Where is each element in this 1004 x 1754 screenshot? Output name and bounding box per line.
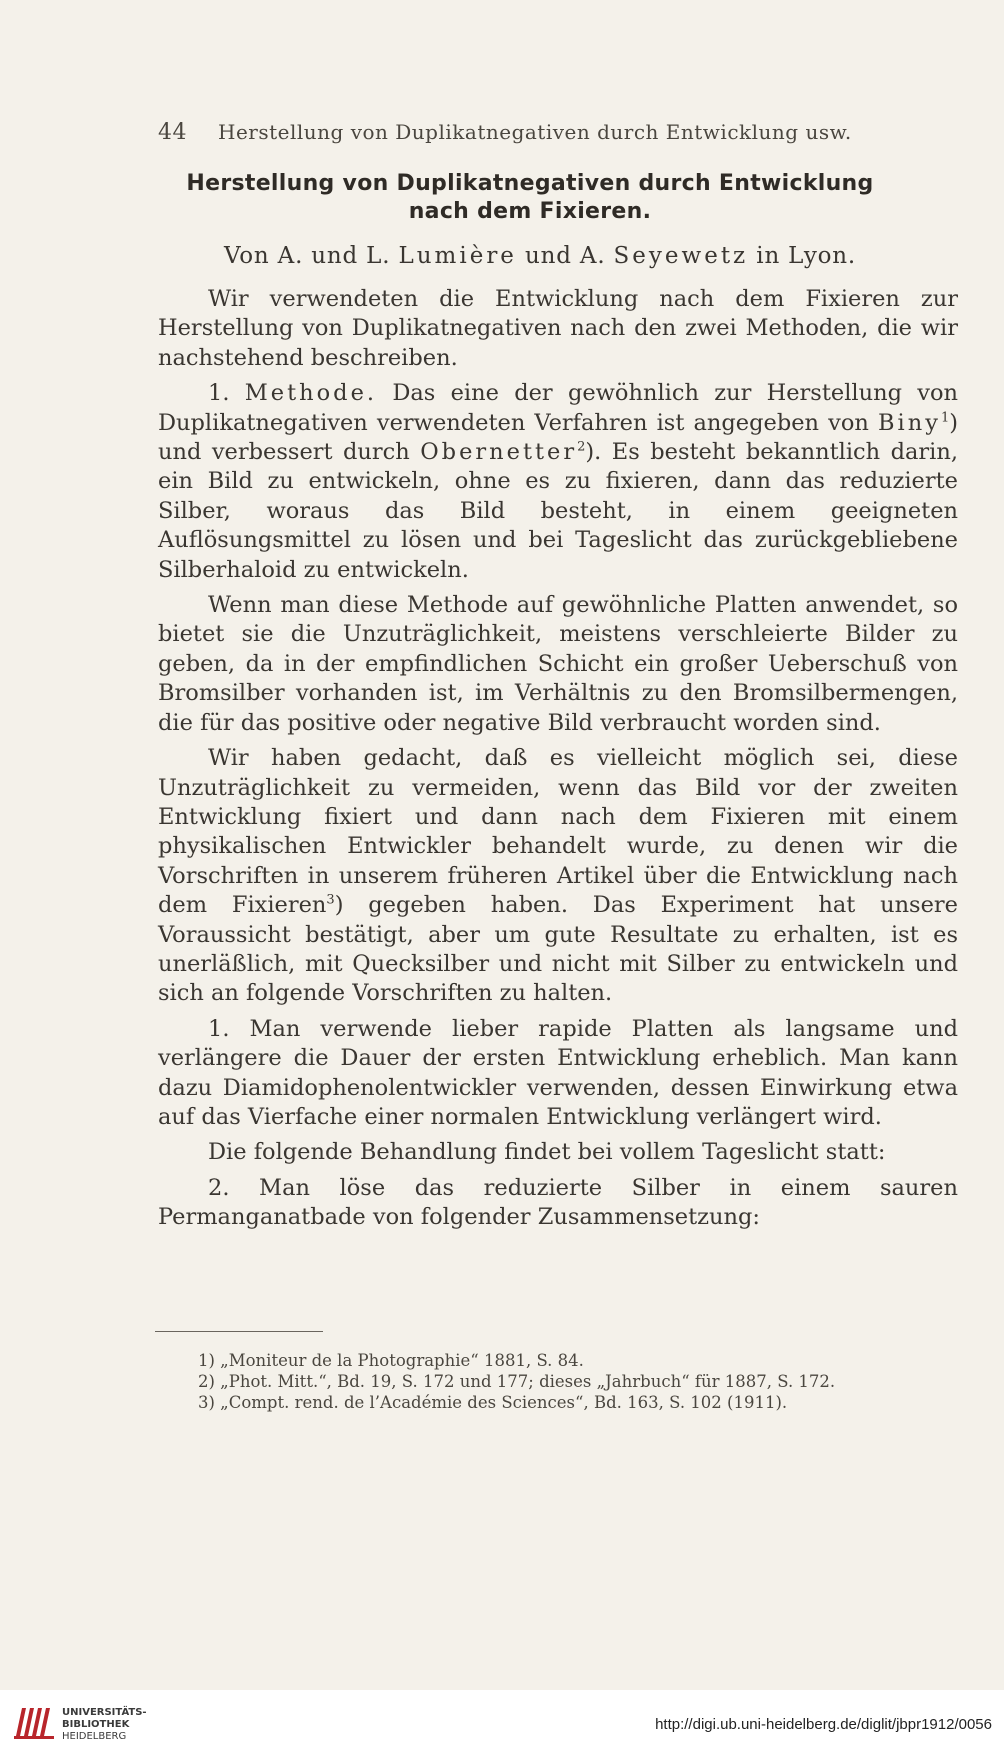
p4-text-a: Wir haben gedacht, daß es vielleicht möglich sei, diese Unzuträglichkeit zu vermeiden, wenn das Bild vor der zweiten Entwicklung fixiert und dann nach dem Fixieren mit einem physikalischen Entwickler behandelt wurde, zu denen wir die Vorschriften in unserem früheren Artikel über die Entwicklung nach dem Fixieren xyxy=(158,745,958,919)
byline-suffix: in Lyon. xyxy=(748,243,857,269)
page-number: 44 xyxy=(158,120,187,145)
paragraph-4 xyxy=(158,744,958,1009)
footnote-3: 3) „Compt. rend. de l’Académie des Sciences“, Bd. 163, S. 102 (1911). xyxy=(198,1393,788,1412)
paragraph-7: 2. Man löse das reduzierte Silber in einem sauren Permanganatbade von folgender Zusammensetzung: xyxy=(158,1174,958,1231)
running-head-text: Herstellung von Duplikatnegativen durch Entwicklung usw. xyxy=(218,120,852,144)
footnote-ref-2: 2 xyxy=(577,439,586,455)
heidelberg-library-logo-icon xyxy=(12,1700,58,1742)
footnote-ref-3: 3 xyxy=(326,892,335,908)
paragraph-3: Wenn man diese Methode auf gewöhnliche Platten anwendet, so bietet sie die Unzuträglichkeit, meistens verschleierte Bilder zu geben, da in der empfindlichen Schicht ein großer Ueberschuß von Bromsilber vorhanden ist, im Verhältnis zu den Bromsilbermengen, die für das positive oder negative Bild verbraucht worden sind. xyxy=(158,592,958,736)
article-title xyxy=(150,170,910,226)
paragraph-6: Die folgende Behandlung findet bei vollem Tageslicht statt: xyxy=(208,1139,886,1166)
footnote-1: 1) „Moniteur de la Photographie“ 1881, S. 84. xyxy=(198,1351,584,1370)
footnote-ref-1: 1 xyxy=(940,410,950,426)
library-line-3: HEIDELBERG xyxy=(62,1731,127,1742)
p4-text-b: ) gegeben haben. Das Experiment hat unsere Voraussicht bestätigt, aber um gute Resultate zu erhalten, ist es unerläßlich, mit Quecksilber und nicht mit Silber zu entwickeln und sich an folgende Vorschriften zu halten. xyxy=(158,892,958,1007)
body-text xyxy=(158,285,958,1233)
author-seyewetz: Seyewetz xyxy=(613,243,749,269)
paragraph-2 xyxy=(158,379,958,585)
byline-prefix: Von A. und L. xyxy=(223,243,399,269)
p2-text-b: ) und verbessert durch xyxy=(158,409,958,466)
p2-name-biny: Biny xyxy=(878,409,941,436)
p2-heading-methode: Methode. xyxy=(244,380,378,407)
footnote-2: 2) „Phot. Mitt.“, Bd. 19, S. 172 und 177; dieses „Jahrbuch“ für 1887, S. 172. xyxy=(198,1372,836,1391)
byline-middle: und A. xyxy=(516,243,614,269)
p2-number: 1. xyxy=(208,380,245,407)
footnote-divider xyxy=(155,1331,323,1332)
library-line-1: UNIVERSITÄTS- xyxy=(62,1707,147,1718)
paragraph-5: 1. Man verwende lieber rapide Platten als langsame und verlängere die Dauer der ersten Entwicklung erheblich. Man kann dazu Diamidophenolentwickler verwenden, dessen Einwirkung etwa auf das Vierfache einer normalen Entwicklung verlängert wird. xyxy=(158,1015,958,1130)
running-head xyxy=(158,120,878,145)
footnotes xyxy=(158,1350,948,1413)
byline xyxy=(150,243,930,269)
title-line-1: Herstellung von Duplikatnegativen durch Entwicklung xyxy=(186,171,874,196)
library-name xyxy=(62,1707,147,1743)
title-line-2: nach dem Fixieren. xyxy=(408,199,652,224)
p2-text-c: ). Es besteht bekanntlich darin, ein Bild zu entwickeln, ohne es zu fixieren, dann das reduzierte Silber, woraus das Bild besteht, in einem geeigneten Auflösungsmittel zu lösen und bei Tageslicht das zurückgebliebene Silberhaloid zu entwickeln. xyxy=(158,439,958,583)
p2-name-obernetter: Obernetter xyxy=(420,439,578,466)
paragraph-1: Wir verwendeten die Entwicklung nach dem Fixieren zur Herstellung von Duplikatnegativen nach den zwei Methoden, die wir nachstehend beschreiben. xyxy=(158,286,958,371)
library-line-2: BIBLIOTHEK xyxy=(62,1719,130,1730)
author-lumiere: Lumière xyxy=(398,243,517,269)
permalink-url[interactable]: http://digi.ub.uni-heidelberg.de/diglit/jbpr1912/0056 xyxy=(655,1716,992,1733)
p2-text-a: Das eine der gewöhnlich zur Herstellung von Duplikatnegativen verwendeten Verfahren ist angegeben von xyxy=(158,380,958,436)
